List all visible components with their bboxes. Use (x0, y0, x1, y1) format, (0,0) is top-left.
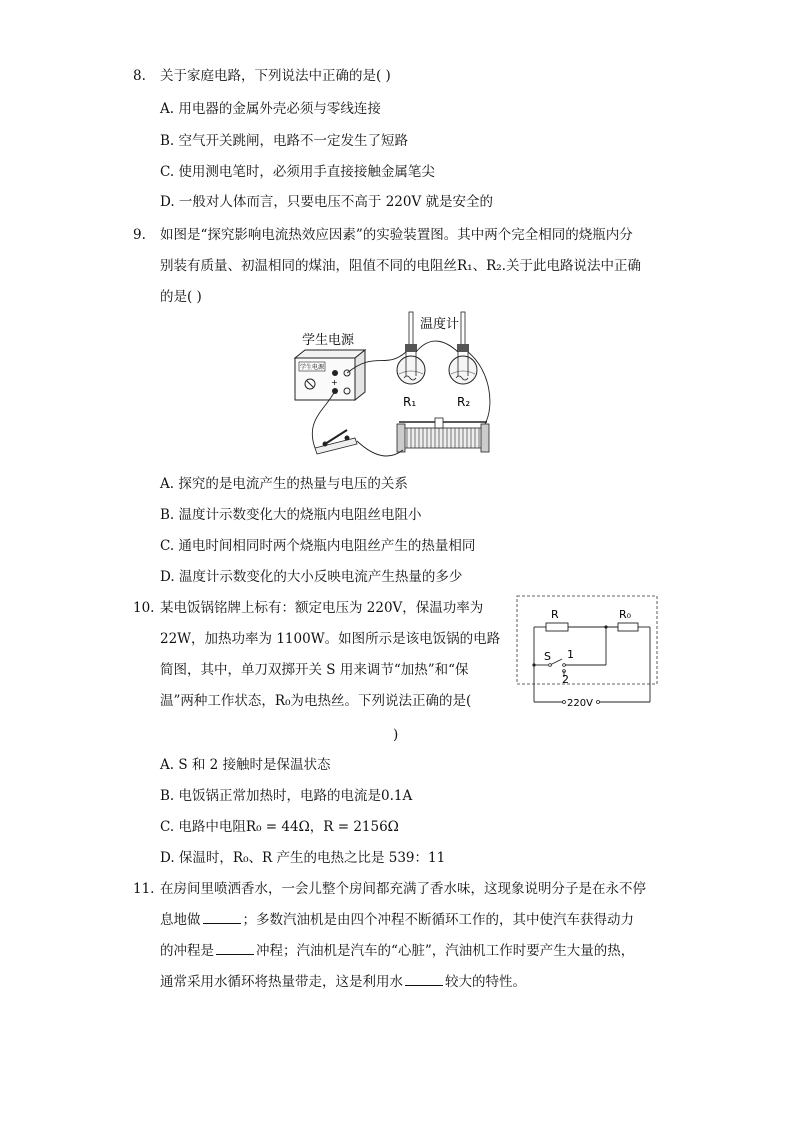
q11-blank-2[interactable] (216, 942, 254, 955)
q8-stem: 关于家庭电路，下列说法中正确的是( ) (160, 68, 391, 84)
label-r: R (551, 608, 559, 621)
q10-stem-line-1: 某电饭锅铭牌上标有：额定电压为 220V，保温功率为 (160, 600, 484, 616)
q9-option-b: B. 温度计示数变化大的烧瓶内电阻丝电阻小 (160, 507, 422, 523)
thermometer-label: 温度计 (420, 317, 460, 332)
q10-option-c: C. 电路中电阻R₀ = 44Ω，R = 2156Ω (160, 819, 399, 835)
q10-option-a: A. S 和 2 接触时是保温状态 (160, 757, 331, 773)
power-supply-label: 学生电源 (302, 333, 355, 348)
q9-stem-line-2: 别装有质量、初温相同的煤油，阻值不同的电阻丝R₁、R₂.关于此电路说法中正确 (160, 258, 641, 274)
rheostat (397, 418, 489, 452)
label-switch-s: S (544, 650, 551, 663)
q10-stem-line-3: 简图，其中，单刀双掷开关 S 用来调节“加热”和“保 (160, 662, 469, 678)
knife-switch (315, 430, 357, 454)
q11-line-1: 在房间里喷洒香水，一会儿整个房间都充满了香水味，这现象说明分子是在永不停 (160, 881, 646, 897)
q11-line-3 (160, 942, 634, 960)
q11-number: 11. (133, 881, 155, 897)
q8-option-d: D. 一般对人体而言，只要电压不高于 220V 就是安全的 (160, 194, 494, 210)
q9-option-d: D. 温度计示数变化的大小反映电流产生热量的多少 (160, 569, 463, 585)
q10-stem-line-2: 22W，加热功率为 1100W。如图所示是该电饭锅的电路 (160, 631, 501, 647)
q9-apparatus-figure (285, 310, 500, 468)
label-r0: R₀ (619, 608, 632, 621)
q8-number: 8. (133, 68, 146, 84)
q11-line-2-start: 息地做 (160, 912, 201, 928)
q9-option-a: A. 探究的是电流产生的热量与电压的关系 (160, 476, 408, 492)
dashed-boundary (517, 596, 657, 684)
resistor-r (546, 623, 568, 631)
q9-stem-line-1: 如图是“探究影响电流热效应因素”的实验装置图。其中两个完全相同的烧瓶内分 (160, 227, 633, 243)
q10-stem-line-4: 温”两种工作状态，R₀为电热丝。下列说法正确的是( (160, 693, 472, 709)
power-panel-text: 学生电源 (299, 364, 325, 371)
q10-option-b: B. 电饭锅正常加热时，电路的电流是0.1A (160, 788, 413, 804)
q9-option-c: C. 通电时间相同时两个烧瓶内电阻丝产生的热量相同 (160, 538, 476, 554)
q10-option-d: D. 保温时，R₀、R 产生的电热之比是 539：11 (160, 850, 446, 866)
q8-option-a: A. 用电器的金属外壳必须与零线连接 (160, 101, 381, 117)
q10-circuit-figure (512, 593, 662, 715)
q10-stem-line-5: ) (393, 727, 399, 743)
q9-stem-line-3: 的是( ) (160, 289, 202, 305)
q11-line-4-start: 通常采用水循环将热量带走，这是利用水 (160, 974, 403, 990)
q9-number: 9. (133, 227, 146, 243)
label-voltage: 220V (567, 698, 593, 709)
q11-line-4 (160, 973, 526, 991)
q11-blank-1[interactable] (203, 911, 241, 924)
q11-line-4-end: 较大的特性。 (445, 974, 526, 990)
q8-option-b: B. 空气开关跳闸，电路不一定发生了短路 (160, 133, 409, 149)
q11-line-2 (160, 911, 634, 929)
resistor-r0 (618, 623, 638, 631)
r2-label: R₂ (457, 395, 471, 409)
r1-label: R₁ (403, 395, 417, 409)
power-supply (295, 350, 365, 400)
label-contact-2: 2 (562, 673, 569, 686)
q11-blank-3[interactable] (405, 973, 443, 986)
q11-line-3-end: 冲程；汽油机是汽车的“心脏”，汽油机工作时要产生大量的热， (256, 943, 635, 959)
svg-text:+: + (331, 378, 338, 387)
q10-number: 10. (133, 600, 155, 616)
q11-line-2-end: ；多数汽油机是由四个冲程不断循环工作的，其中使汽车获得动力 (242, 912, 634, 928)
q8-option-c: C. 使用测电笔时，必须用手直接接触金属笔尖 (160, 164, 435, 180)
q11-line-3-start: 的冲程是 (160, 943, 214, 959)
label-contact-1: 1 (567, 648, 574, 661)
